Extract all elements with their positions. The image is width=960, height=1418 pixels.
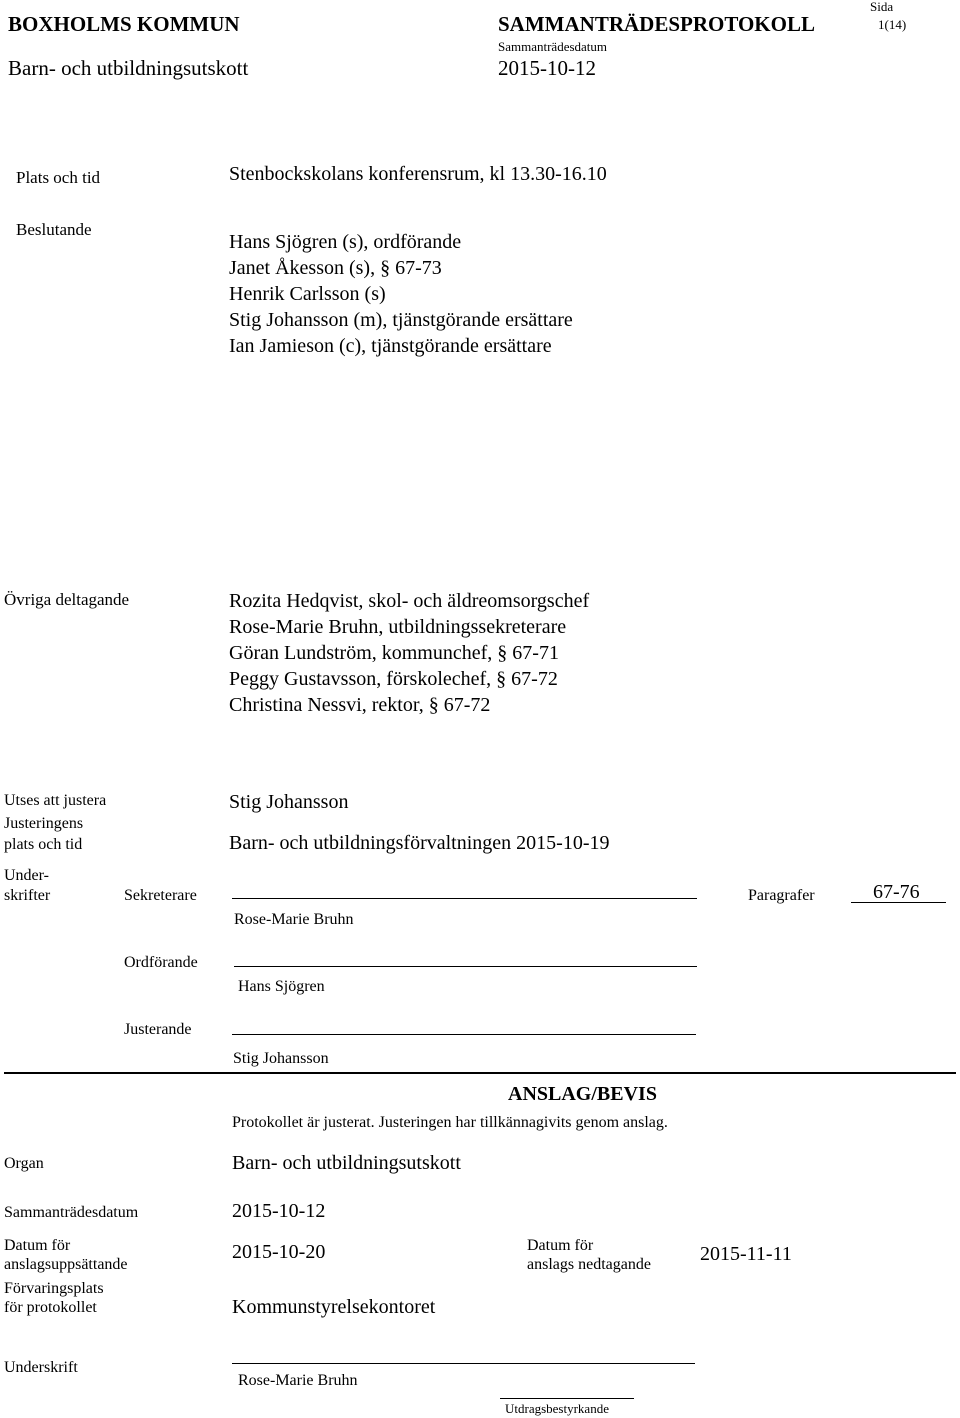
notice-date-label: Sammanträdesdatum <box>4 1204 139 1221</box>
adjustment-place-label-2: plats och tid <box>4 836 83 853</box>
adjuster-signature-line <box>232 1034 696 1035</box>
notice-divider <box>4 1072 956 1074</box>
participant-item: Rozita Hedqvist, skol- och äldreomsorgschef <box>229 590 590 612</box>
participant-item: Göran Lundström, kommunchef, § 67-71 <box>229 642 559 664</box>
posting-date-label-1: Datum för <box>4 1237 71 1254</box>
participant-item: Peggy Gustavsson, förskolechef, § 67-72 <box>229 668 558 690</box>
organ-value: Barn- och utbildningsutskott <box>232 1152 461 1174</box>
place-value: Stenbockskolans konferensrum, kl 13.30-16.10 <box>229 163 607 185</box>
adjuster-chosen-value: Stig Johansson <box>229 791 349 813</box>
notice-signature-name: Rose-Marie Bruhn <box>238 1372 358 1389</box>
certification-label: Utdragsbestyrkande <box>505 1401 609 1416</box>
municipality-name: BOXHOLMS KOMMUN <box>8 12 240 36</box>
posting-date-label-2: anslagsuppsättande <box>4 1256 128 1273</box>
deciders-list <box>229 229 573 359</box>
signature-label: Underskrift <box>4 1359 78 1376</box>
adjustment-place-label-1: Justeringens <box>4 815 84 832</box>
paragraphs-line <box>851 902 946 903</box>
storage-value: Kommunstyrelsekontoret <box>232 1296 436 1318</box>
adjuster-name: Stig Johansson <box>233 1050 329 1067</box>
notice-statement: Protokollet är justerat. Justeringen har tillkännagivits genom anslag. <box>232 1114 668 1131</box>
others-label: Övriga deltagande <box>4 590 130 609</box>
page-label: Sida <box>870 0 894 14</box>
paragraphs-label: Paragrafer <box>748 887 815 904</box>
notice-date-value: 2015-10-12 <box>232 1200 326 1222</box>
deciders-label: Beslutande <box>16 220 92 239</box>
participant-item: Rose-Marie Bruhn, utbildningssekreterare <box>229 616 567 638</box>
decider-item: Stig Johansson (m), tjänstgörande ersättare <box>229 309 573 331</box>
signatures-label-1: Under- <box>4 867 49 884</box>
document-type: SAMMANTRÄDESPROTOKOLL <box>498 12 815 36</box>
organ-label: Organ <box>4 1155 44 1172</box>
removal-date-value: 2015-11-11 <box>700 1243 792 1265</box>
chair-name: Hans Sjögren <box>238 978 325 995</box>
participant-item: Christina Nessvi, rektor, § 67-72 <box>229 694 491 716</box>
adjuster-role: Justerande <box>124 1021 192 1038</box>
certification-line <box>500 1398 634 1399</box>
removal-date-label-2: anslags nedtagande <box>527 1256 651 1273</box>
decider-item: Ian Jamieson (c), tjänstgörande ersättare <box>229 335 552 357</box>
meeting-date-label: Sammanträdesdatum <box>498 39 608 54</box>
meeting-date: 2015-10-12 <box>498 56 596 80</box>
page-number: 1(14) <box>878 17 907 32</box>
notice-signature-line <box>232 1363 695 1364</box>
storage-label-2: för protokollet <box>4 1299 97 1316</box>
decider-item: Henrik Carlsson (s) <box>229 283 386 305</box>
secretary-name: Rose-Marie Bruhn <box>234 911 354 928</box>
removal-date-label-1: Datum för <box>527 1237 594 1254</box>
notice-title: ANSLAG/BEVIS <box>508 1083 657 1105</box>
adjuster-chosen-label: Utses att justera <box>4 792 107 809</box>
paragraphs-value: 67-76 <box>873 881 920 903</box>
adjustment-place-value: Barn- och utbildningsförvaltningen 2015-10-19 <box>229 832 610 854</box>
committee-name: Barn- och utbildningsutskott <box>8 56 249 80</box>
secretary-signature-line <box>232 898 697 899</box>
place-label: Plats och tid <box>16 168 101 187</box>
others-list <box>229 588 589 718</box>
posting-date-value: 2015-10-20 <box>232 1241 326 1263</box>
decider-item: Hans Sjögren (s), ordförande <box>229 231 462 253</box>
chair-signature-line <box>234 966 697 967</box>
decider-item: Janet Åkesson (s), § 67-73 <box>229 257 442 279</box>
chair-role: Ordförande <box>124 954 198 971</box>
storage-label-1: Förvaringsplats <box>4 1280 104 1297</box>
signatures-label-2: skrifter <box>4 887 51 904</box>
secretary-role: Sekreterare <box>124 887 197 904</box>
